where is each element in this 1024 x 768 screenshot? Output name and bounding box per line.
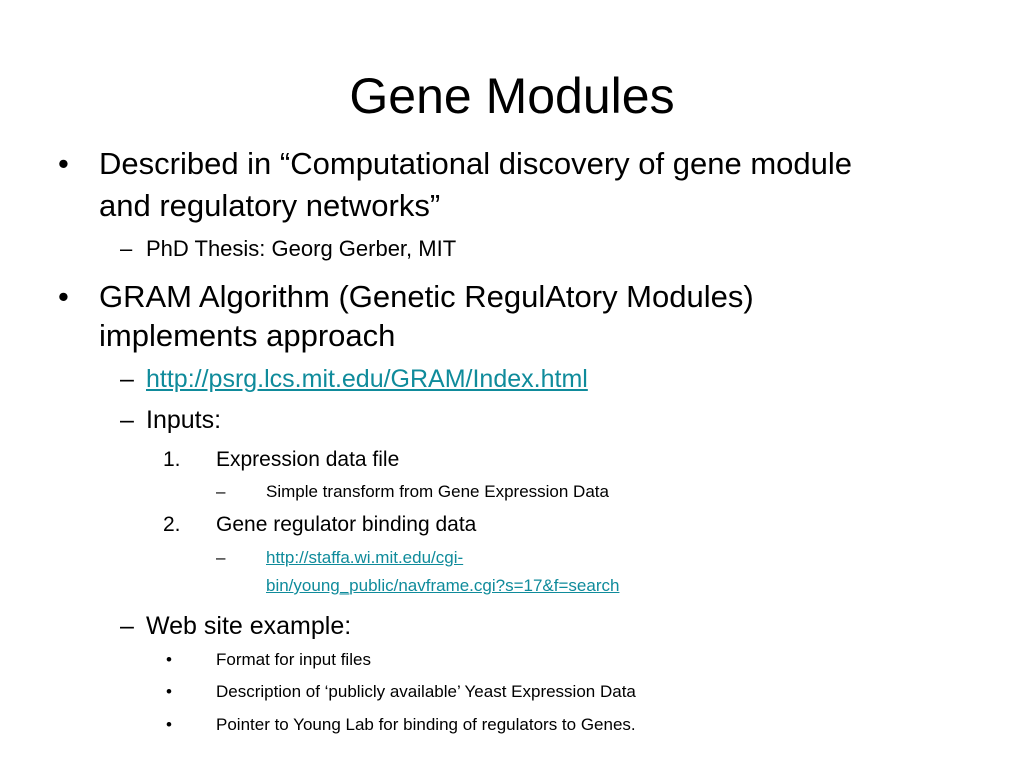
sub-item-simple-transform: Simple transform from Gene Expression Data xyxy=(266,482,609,501)
input-gene-regulator-binding-data: Gene regulator binding data xyxy=(216,513,477,536)
web-item-young-lab-pointer: Pointer to Young Lab for binding of regulators to Genes. xyxy=(216,715,636,734)
gram-link[interactable]: http://psrg.lcs.mit.edu/GRAM/Index.html xyxy=(146,365,588,393)
sub-item-inputs: Inputs: xyxy=(146,406,222,434)
bullet-marker: • xyxy=(58,279,69,314)
input-expression-data-file: Expression data file xyxy=(216,448,400,471)
sub-item-web-site-example: Web site example: xyxy=(146,612,352,640)
dash-marker: – xyxy=(120,236,133,261)
bullet-marker: • xyxy=(166,715,172,734)
bullet-1-text-line-2: and regulatory networks” xyxy=(99,188,441,223)
dash-marker: – xyxy=(120,612,134,640)
slide-title: Gene Modules xyxy=(349,68,675,124)
bullet-2-text-line-1: GRAM Algorithm (Genetic RegulAtory Modules) xyxy=(99,279,754,314)
numbered-marker-1: 1. xyxy=(163,448,181,471)
dash-marker: – xyxy=(120,406,134,434)
sub-item-phd-thesis: PhD Thesis: Georg Gerber, MIT xyxy=(146,236,457,261)
dash-marker: – xyxy=(216,548,226,567)
young-lab-link-line-2[interactable]: bin/young_public/navframe.cgi?s=17&f=search xyxy=(266,576,620,595)
dash-marker: – xyxy=(216,482,226,501)
dash-marker: – xyxy=(120,365,134,393)
bullet-1-text-line-1: Described in “Computational discovery of gene module xyxy=(99,146,853,181)
bullet-marker: • xyxy=(58,146,69,181)
bullet-marker: • xyxy=(166,650,172,669)
web-item-format-input-files: Format for input files xyxy=(216,650,371,669)
bullet-2-text-line-2: implements approach xyxy=(99,318,396,353)
bullet-marker: • xyxy=(166,682,172,701)
young-lab-link-line-1[interactable]: http://staffa.wi.mit.edu/cgi- xyxy=(266,548,464,567)
numbered-marker-2: 2. xyxy=(163,513,181,536)
web-item-yeast-expression-data: Description of ‘publicly available’ Yeast Expression Data xyxy=(216,682,636,701)
